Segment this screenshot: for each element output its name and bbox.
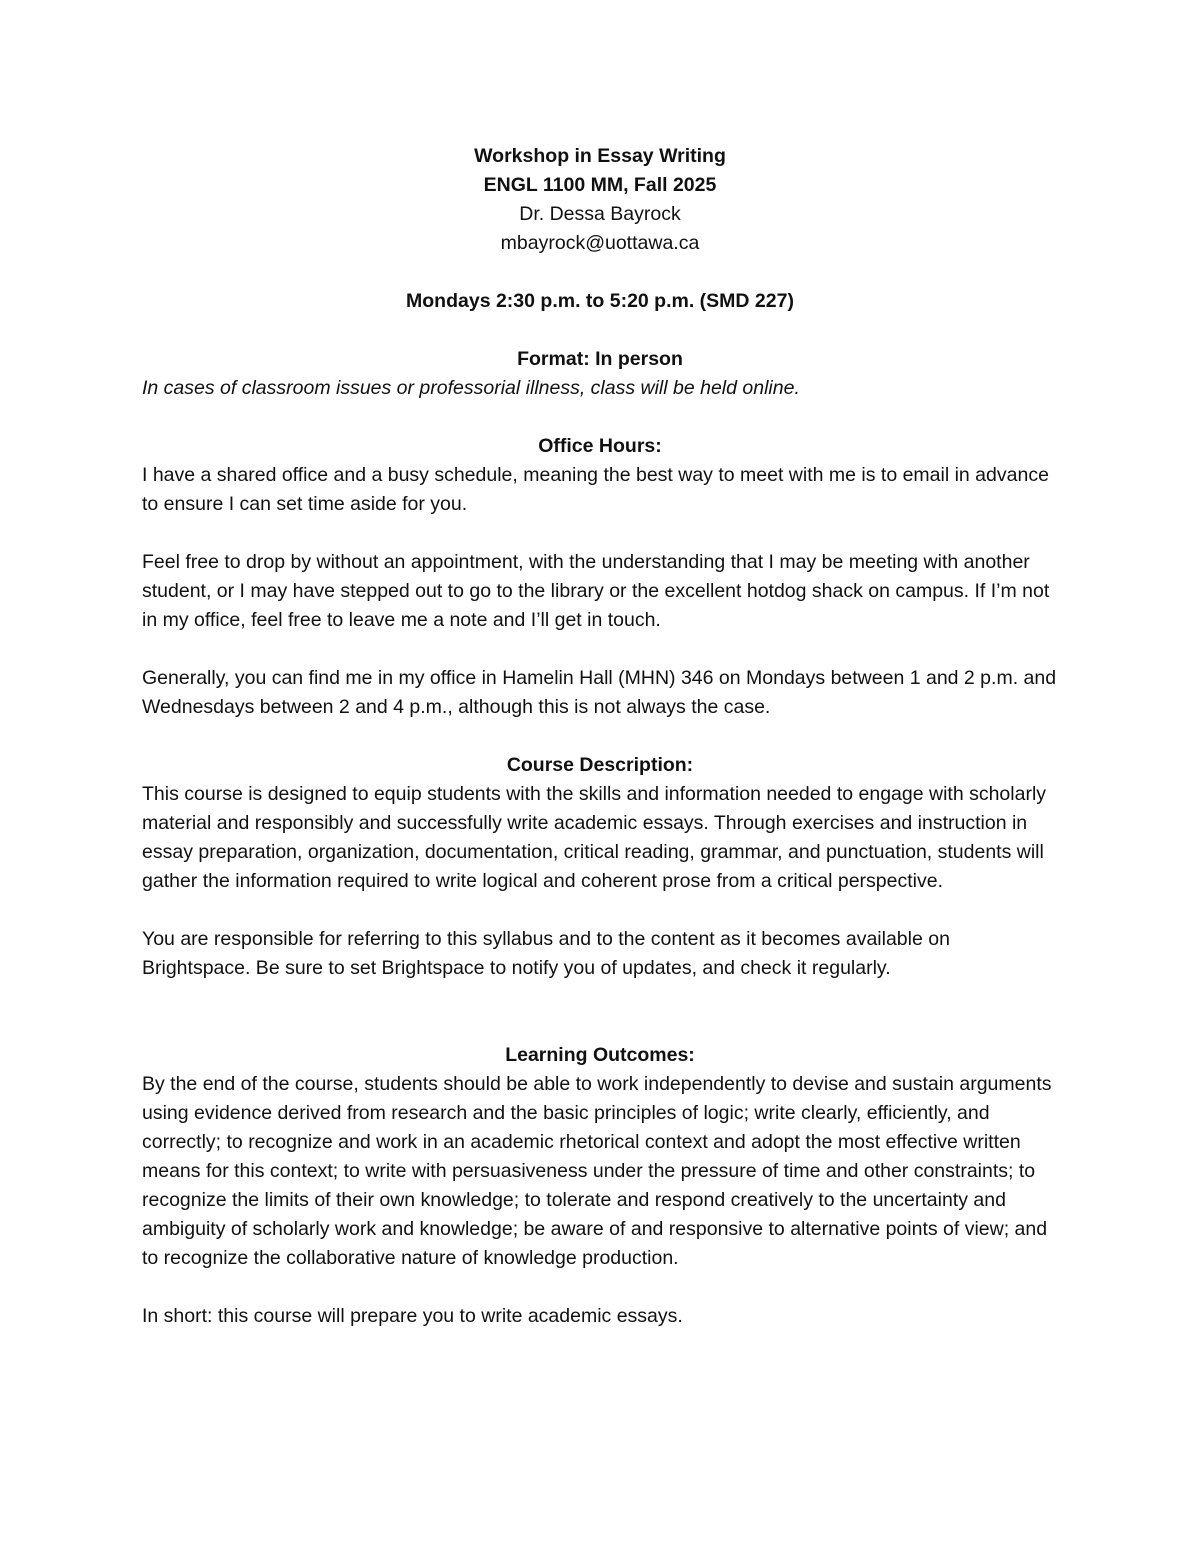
learning-outcomes-section bbox=[142, 1041, 1058, 1331]
course-description-section bbox=[142, 751, 1058, 983]
format-heading: Format: In person bbox=[517, 348, 683, 370]
office-hours-paragraph: Generally, you can find me in my office in Hamelin Hall (MHN) 346 on Mondays between 1 and 2 p.m. and Wednesdays between 2 and 4 p.m., although this is not always the case. bbox=[142, 667, 1057, 718]
office-hours-paragraph: Feel free to drop by without an appointment, with the understanding that I may be meeting with another student, or I may have stepped out to go to the library or the excellent hotdog shack on campus. If I’m not in my office, feel free to leave me a note and I’ll get in touch. bbox=[142, 551, 1050, 631]
instructor-email bbox=[142, 229, 1058, 258]
office-hours-section bbox=[142, 432, 1058, 722]
course-title: Workshop in Essay Writing bbox=[474, 145, 726, 167]
course-description-paragraph: This course is designed to equip students with the skills and information needed to engage with scholarly material and responsibly and successfully write academic essays. Through exercises and instruction in essay preparation, organization, documentation, critical reading, grammar, and punctuation, students will gather the information required to write logical and coherent prose from a critical perspective. bbox=[142, 783, 1047, 892]
office-hours-heading: Office Hours: bbox=[538, 435, 662, 457]
office-hours-paragraph: I have a shared office and a busy schedule, meaning the best way to meet with me is to email in advance to ensure I can set time aside for you. bbox=[142, 464, 1049, 515]
class-schedule: Mondays 2:30 p.m. to 5:20 p.m. (SMD 227) bbox=[406, 290, 794, 312]
format-note: In cases of classroom issues or professorial illness, class will be held online. bbox=[142, 377, 800, 399]
course-description-heading: Course Description: bbox=[506, 754, 694, 776]
learning-outcomes-heading: Learning Outcomes: bbox=[505, 1044, 695, 1066]
course-description-paragraph: You are responsible for referring to this syllabus and to the content as it becomes available on Brightspace. Be sure to set Brightspace to notify you of updates, and check it regularly. bbox=[142, 928, 950, 979]
email-link[interactable]: mbayrock@uottawa.ca bbox=[500, 232, 700, 254]
learning-outcomes-paragraph: By the end of the course, students should be able to work independently to devise and sustain arguments using evidence derived from research and the basic principles of logic; write clearly, efficiently, and correctly; to recognize and work in an academic rhetorical context and adopt the most effective written means for this context; to write with persuasiveness under the pressure of time and other constraints; to recognize the limits of their own knowledge; to tolerate and respond creatively to the uncertainty and ambiguity of scholarly work and knowledge; be aware of and responsive to alternative points of view; and to recognize the collaborative nature of knowledge production. bbox=[142, 1073, 1052, 1269]
format-section bbox=[142, 345, 1058, 403]
instructor-name: Dr. Dessa Bayrock bbox=[519, 203, 681, 225]
document-header bbox=[142, 142, 1058, 316]
learning-outcomes-summary: In short: this course will prepare you to write academic essays. bbox=[142, 1305, 683, 1327]
course-code: ENGL 1100 MM, Fall 2025 bbox=[483, 174, 717, 196]
